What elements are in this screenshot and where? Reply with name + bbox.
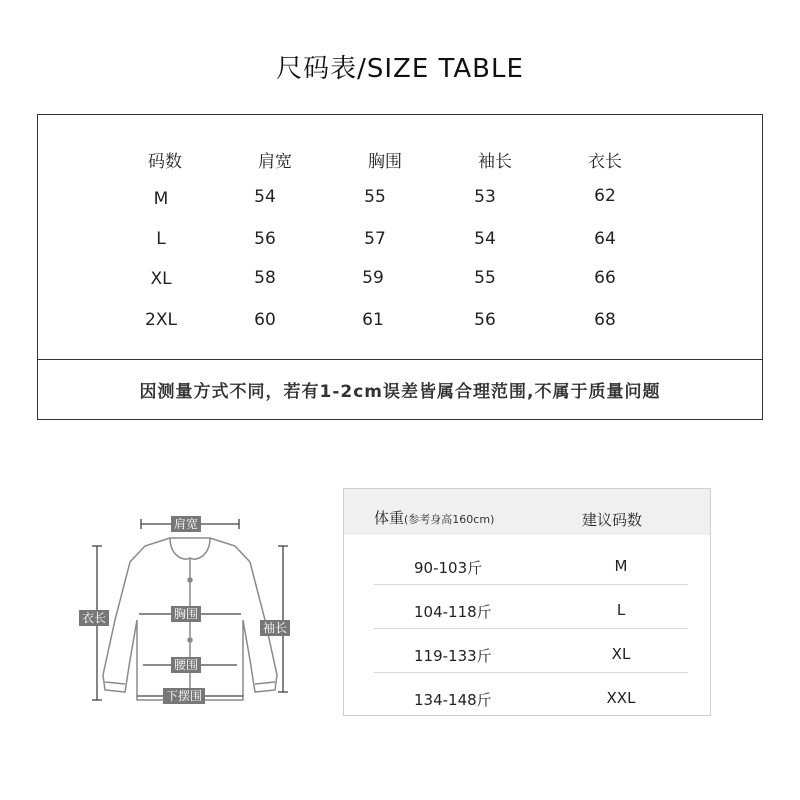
header-weight-group	[374, 507, 494, 528]
page-title: 尺码表/SIZE TABLE	[276, 54, 524, 84]
row-2xl-chest: 61	[362, 310, 384, 330]
row-xl-shoulder: 58	[254, 268, 276, 288]
diagram-label-shoulder: 肩宽	[171, 516, 201, 532]
weight-row	[374, 673, 688, 717]
row-2xl-shoulder: 60	[254, 310, 276, 330]
diagram-label-waist: 腰围	[171, 657, 201, 673]
weight-row	[374, 585, 688, 629]
header-shoulder: 肩宽	[258, 152, 292, 172]
weight-range: 90-103斤	[414, 559, 483, 577]
weight-row	[374, 541, 688, 585]
weight-table	[343, 488, 711, 716]
row-xl-length: 66	[594, 268, 616, 288]
row-l-shoulder: 56	[254, 229, 276, 249]
weight-range: 119-133斤	[414, 647, 492, 665]
row-m-sleeve: 53	[474, 187, 496, 207]
diagram-label-sleeve: 袖长	[260, 620, 290, 636]
diagram-label-chest: 胸围	[171, 606, 201, 622]
row-xl-sleeve: 55	[474, 268, 496, 288]
header-weight: 体重	[374, 509, 405, 527]
header-chest: 胸围	[368, 152, 402, 172]
row-xl-chest: 59	[362, 268, 384, 288]
header-length: 衣长	[588, 152, 622, 172]
row-l-length: 64	[594, 229, 616, 249]
row-m-chest: 55	[364, 187, 386, 207]
table-divider	[38, 359, 762, 360]
row-l-chest: 57	[364, 229, 386, 249]
diagram-label-length: 衣长	[79, 610, 109, 626]
shirt-diagram	[75, 510, 305, 710]
diagram-label-hem: 下摆围	[163, 688, 205, 704]
row-m-size: M	[153, 189, 169, 209]
header-size: 码数	[148, 152, 182, 172]
row-m-shoulder: 54	[254, 187, 276, 207]
row-xl-size: XL	[150, 269, 172, 289]
header-weight-note: (参考身高160cm)	[404, 513, 495, 526]
weight-row	[374, 629, 688, 673]
recommended-size: M	[614, 557, 628, 575]
weight-table-header	[344, 489, 710, 535]
measurement-note: 因测量方式不同，若有1-2cm误差皆属合理范围,不属于质量问题	[139, 382, 661, 402]
header-recommended-size: 建议码数	[582, 511, 643, 529]
size-table	[37, 114, 763, 420]
row-l-sleeve: 54	[474, 229, 496, 249]
row-l-size: L	[156, 229, 166, 249]
row-2xl-size: 2XL	[145, 310, 177, 330]
row-2xl-sleeve: 56	[474, 310, 496, 330]
row-2xl-length: 68	[594, 310, 616, 330]
header-sleeve: 袖长	[478, 152, 512, 172]
recommended-size: XL	[611, 645, 631, 663]
weight-range: 134-148斤	[414, 691, 492, 709]
recommended-size: L	[616, 601, 626, 619]
recommended-size: XXL	[606, 689, 636, 707]
weight-range: 104-118斤	[414, 603, 492, 621]
row-m-length: 62	[594, 186, 616, 206]
